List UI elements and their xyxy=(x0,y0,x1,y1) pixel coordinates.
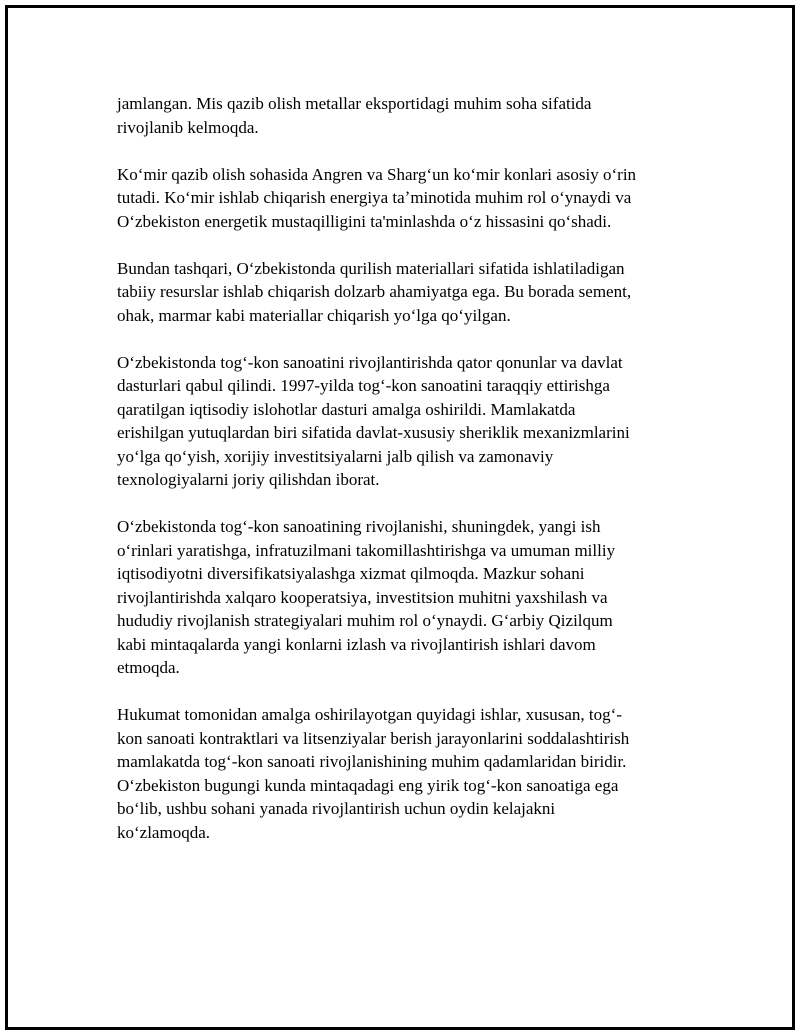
paragraph xyxy=(117,515,687,680)
text-line: texnologiyalarni joriy qilishdan iborat. xyxy=(117,470,380,489)
text-line: tutadi. Koʻmir ishlab chiqarish energiya taʼminotida muhim rol oʻynaydi va xyxy=(117,188,632,207)
document-body xyxy=(117,92,687,868)
text-line: Bundan tashqari, Oʻzbekistonda qurilish materiallari sifatida ishlatiladigan xyxy=(117,258,625,278)
text-line: Oʻzbekiston bugungi kunda mintaqadagi eng yirik togʻ-kon sanoatiga ega xyxy=(117,775,619,795)
text-line: etmoqda. xyxy=(117,658,180,677)
text-line: yoʻlga qoʻyish, xorijiy investitsiyalarni jalb qilish va zamonaviy xyxy=(117,446,554,466)
paragraph xyxy=(117,257,687,328)
paragraph xyxy=(117,92,687,139)
text-line: hududiy rivojlanish strategiyalari muhim rol oʻynaydi. Gʻarbiy Qizilqum xyxy=(117,611,613,630)
text-line: rivojlantirishda xalqaro kooperatsiya, investitsion muhitni yaxshilash va xyxy=(117,587,608,607)
paragraph xyxy=(117,163,687,234)
text-line: jamlangan. Mis qazib olish metallar eksportidagi muhim soha sifatida xyxy=(117,94,592,113)
text-line: koʻzlamoqda. xyxy=(117,822,210,842)
text-line: rivojlanib kelmoqda. xyxy=(117,117,259,137)
text-line: kon sanoati kontraktlari va litsenziyalar berish jarayonlarini soddalashtirish xyxy=(117,728,630,748)
text-line: ohak, marmar kabi materiallar chiqarish yoʻlga qoʻyilgan. xyxy=(117,305,511,325)
text-line: dasturlari qabul qilindi. 1997-yilda togʻ-kon sanoatini taraqqiy ettirishga xyxy=(117,376,610,395)
text-line: tabiiy resurslar ishlab chiqarish dolzarb ahamiyatga ega. Bu borada sement, xyxy=(117,282,632,301)
paragraph xyxy=(117,703,687,844)
paragraph xyxy=(117,351,687,492)
text-line: erishilgan yutuqlardan biri sifatida davlat-xususiy sheriklik mexanizmlarini xyxy=(117,423,630,442)
text-line: Hukumat tomonidan amalga oshirilayotgan quyidagi ishlar, xususan, togʻ- xyxy=(117,705,622,724)
text-line: Oʻzbekiston energetik mustaqilligini ta'minlashda oʻz hissasini qoʻshadi. xyxy=(117,211,612,231)
text-line: mamlakatda togʻ-kon sanoati rivojlanishining muhim qadamlaridan biridir. xyxy=(117,752,627,771)
text-line: qaratilgan iqtisodiy islohotlar dasturi amalga oshirildi. Mamlakatda xyxy=(117,399,576,419)
text-line: oʻrinlari yaratishga, infratuzilmani takomillashtirishga va umuman milliy xyxy=(117,540,616,560)
text-line: Oʻzbekistonda togʻ-kon sanoatini rivojlantirishda qator qonunlar va davlat xyxy=(117,352,623,372)
text-line: Oʻzbekistonda togʻ-kon sanoatining rivojlanishi, shuningdek, yangi ish xyxy=(117,517,601,536)
text-line: kabi mintaqalarda yangi konlarni izlash va rivojlantirish ishlari davom xyxy=(117,634,596,654)
text-line: iqtisodiyotni diversifikatsiyalashga xizmat qilmoqda. Mazkur sohani xyxy=(117,564,585,583)
text-line: boʻlib, ushbu sohani yanada rivojlantirish uchun oydin kelajakni xyxy=(117,799,556,818)
text-line: Koʻmir qazib olish sohasida Angren va Shargʻun koʻmir konlari asosiy oʻrin xyxy=(117,164,637,184)
